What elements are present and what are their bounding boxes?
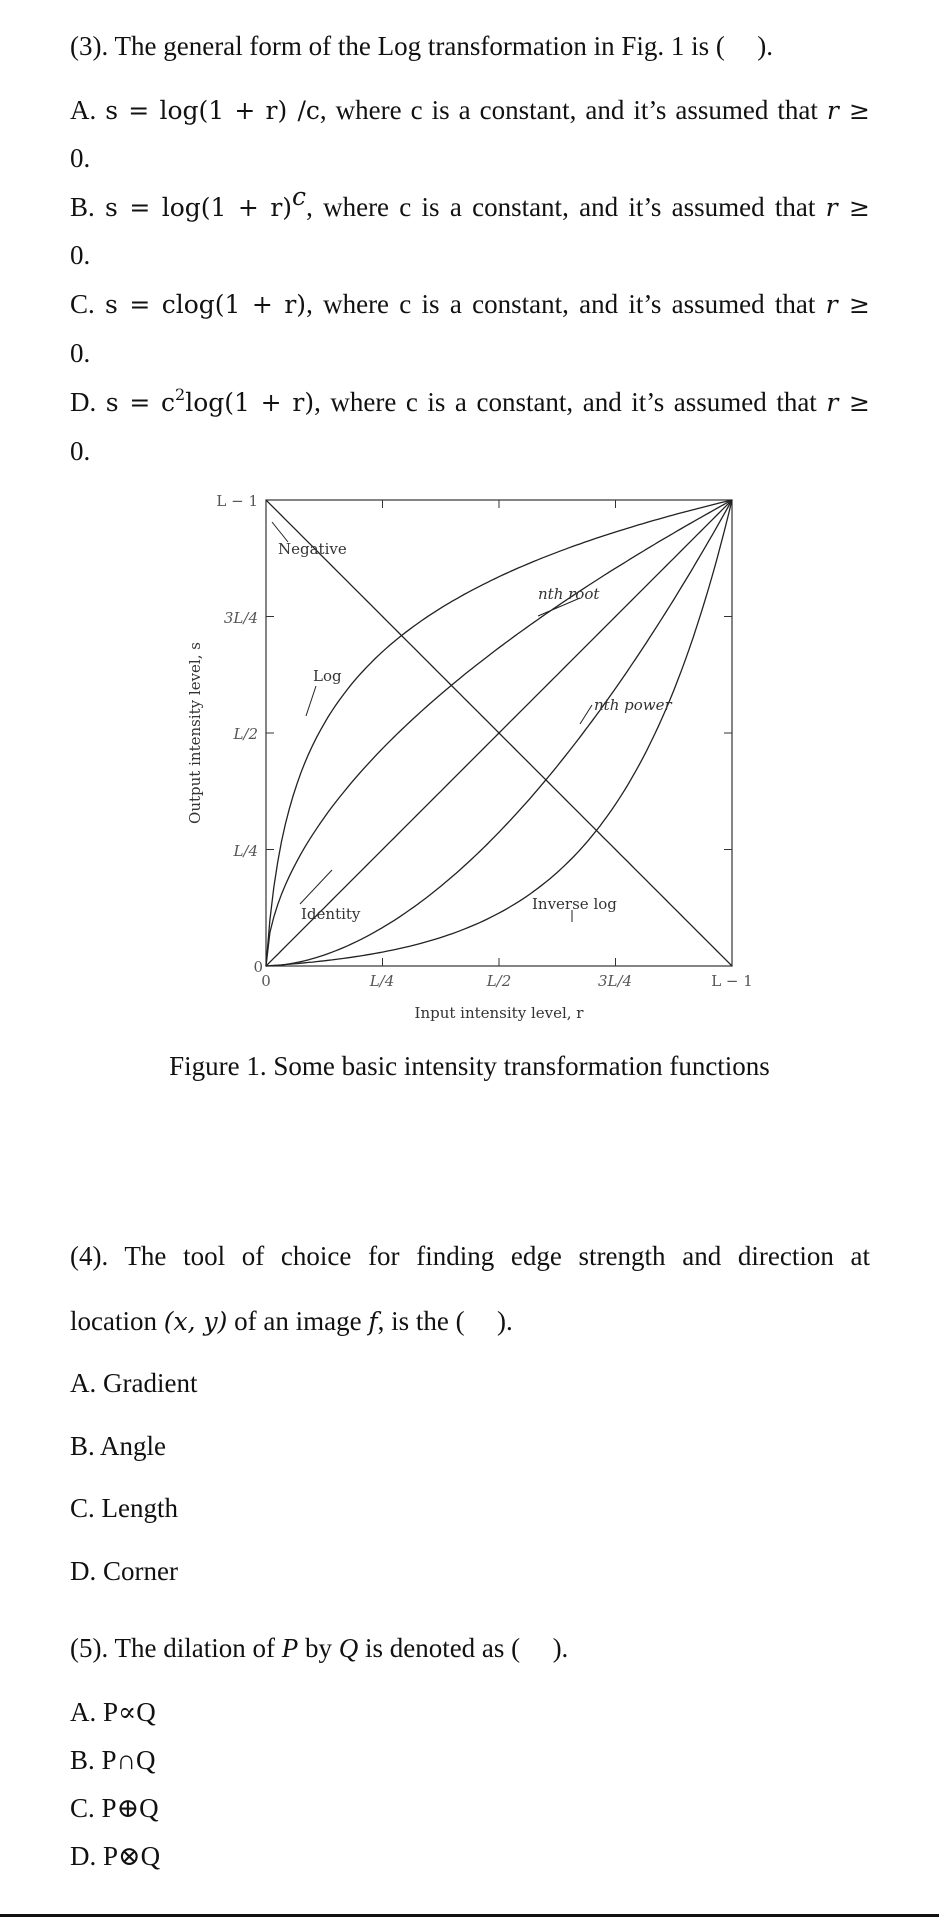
q3-option-c-wrap: 0. [70,338,91,368]
figure-caption: Figure 1. Some basic intensity transformation functions [169,1051,770,1081]
x-tick-l-4: L/4 [369,972,395,990]
q4-stem-line-2: location (x, y) of an image f, is the ( ). [70,1306,513,1336]
q4-point: (x, y) [163,1307,228,1336]
bottom-rule [0,1914,939,1917]
q4-option-c: C. Length [70,1493,178,1523]
q3-option-a-wrap: 0. [70,143,91,173]
label-identity: Identity [301,905,361,923]
intensity-transform-figure [160,480,780,1040]
q5-option-a: A. P∝Q [70,1697,156,1727]
q4-image-var: f [368,1307,378,1336]
x-tick-3l-4: 3L/4 [597,972,633,990]
label-nth-root: nth root [538,585,600,603]
y-tick-0: 0 [253,958,263,976]
x-axis-label: Input intensity level, r [414,1004,584,1022]
y-tick-l-2: L/2 [233,725,258,743]
label-leaders [272,522,592,922]
q4-stem-line-1: (4). The tool of choice for finding edge strength and direction at [70,1241,870,1271]
q3-option-b: B. $s = \log(1 + r)^c$, where c is a constant, and it’s assumed that r ≥ [70,182,871,222]
q3-option-b-wrap: 0. [70,240,91,270]
q4-option-d: D. Corner [70,1556,178,1586]
label-negative: Negative [278,540,347,558]
q5-option-b: B. P∩Q [70,1745,156,1775]
y-axis-label: Output intensity level, s [186,642,204,824]
q3-option-d: D. $s = c^2\log(1 + r)$, where c is a constant, and it’s assumed that r ≥ [70,385,870,417]
q3-option-d-formula: $s = c^2\log(1 + r)$ [105,385,315,417]
q5-stem: (5). The dilation of P by Q is denoted as ( ). [70,1633,569,1663]
q4-option-b: B. Angle [70,1431,167,1461]
x-tick-l-minus-1: L − 1 [711,972,753,990]
label-inverse-log: Inverse log [532,895,617,913]
x-tick-0: 0 [261,972,271,990]
q5-option-d: D. P⊗Q [70,1841,161,1871]
q3-option-a: A. s = log(1 + r) /c, where c is a constant, and it’s assumed that r ≥ [70,95,870,125]
y-tick-l-minus-1: L − 1 [216,492,258,510]
x-tick-l-2: L/2 [486,972,512,990]
q3-option-c-formula: s = clog(1 + r) [105,290,307,319]
label-nth-power: nth power [594,696,672,714]
q5-option-c: C. P⊕Q [70,1793,159,1823]
y-tick-l-4: L/4 [233,842,258,860]
q3-option-a-formula: s = log(1 + r) /c [105,96,320,125]
q3-option-d-wrap: 0. [70,436,91,466]
q4-option-a: A. Gradient [70,1368,198,1398]
q3-option-c: C. s = clog(1 + r), where c is a constant, and it’s assumed that r ≥ [70,289,871,319]
q3-stem: (3). The general form of the Log transformation in Fig. 1 is ( ). [70,31,773,61]
label-log: Log [313,667,342,685]
y-tick-3l-4: 3L/4 [223,609,258,627]
q3-option-b-formula: $s = \log(1 + r)^c$ [105,182,307,222]
curves [266,500,732,966]
